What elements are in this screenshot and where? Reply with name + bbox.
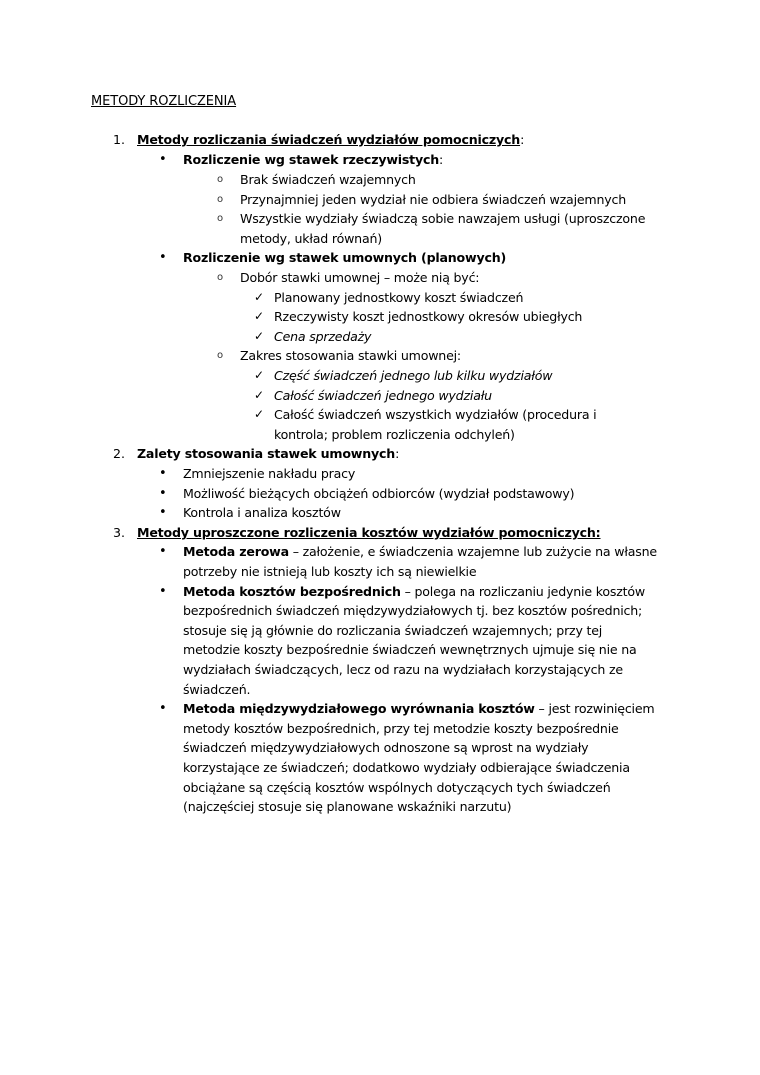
- list-item-text: – jest rozwinięciem: [534, 701, 655, 716]
- bullet-disc-icon: •: [159, 505, 167, 520]
- section-heading: Metody uproszczone rozliczenia kosztów wydziałów pomocniczych:: [137, 525, 601, 540]
- section-heading-suffix: :: [395, 446, 400, 461]
- section-heading-text: Zalety stosowania stawek umownych: [137, 446, 396, 461]
- bullet-disc-icon: •: [159, 152, 167, 167]
- checkmark-icon: ✓: [254, 309, 265, 323]
- list-item-continuation: (najczęściej stosuje się planowane wskaźniki narzutu): [183, 799, 512, 814]
- bullet-disc-icon: •: [159, 250, 167, 265]
- list-subitem: Wszystkie wydziały świadczą sobie nawzajem usługi (uproszczone: [240, 211, 646, 226]
- bullet-disc-icon: •: [159, 486, 167, 501]
- list-item-label: Rozliczenie wg stawek umownych (planowych): [183, 250, 507, 265]
- list-item-continuation: korzystające ze świadczeń; dodatkowo wydziały odbierające świadczenia: [183, 760, 630, 775]
- list-item: [183, 699, 654, 719]
- list-item-text: – założenie, e świadczenia wzajemne lub zużycie na własne: [288, 544, 657, 559]
- list-subitem: Dobór stawki umownej – może nią być:: [240, 270, 480, 285]
- list-item: [183, 150, 443, 170]
- list-item-continuation: metody kosztów bezpośrednich, przy tej metodzie koszty bezpośrednie: [183, 721, 619, 736]
- section-heading: [137, 130, 524, 150]
- list-item-term: Metoda międzywydziałowego wyrównania kosztów: [183, 701, 535, 716]
- list-item-term: Metoda zerowa: [183, 544, 289, 559]
- bullet-circle-icon: o: [217, 213, 224, 224]
- check-item-continuation: kontrola; problem rozliczenia odchyleń): [274, 427, 515, 442]
- section-heading-text: Metody rozliczania świadczeń wydziałów pomocniczych: [137, 132, 521, 147]
- list-subitem: Zakres stosowania stawki umownej:: [240, 348, 461, 363]
- list-item-suffix: :: [439, 152, 444, 167]
- list-item-continuation: świadczeń międzywydziałowych odnoszone są wprost na wydziały: [183, 740, 589, 755]
- bullet-circle-icon: o: [217, 194, 224, 205]
- list-item-continuation: świadczeń.: [183, 682, 251, 697]
- list-item: Kontrola i analiza kosztów: [183, 505, 341, 520]
- section-number: 2.: [113, 446, 126, 461]
- list-subitem: Przynajmniej jeden wydział nie odbiera świadczeń wzajemnych: [240, 192, 627, 207]
- checkmark-icon: ✓: [254, 388, 265, 402]
- bullet-disc-icon: •: [159, 701, 167, 716]
- check-item: Część świadczeń jednego lub kilku wydziałów: [274, 368, 553, 383]
- list-item: Możliwość bieżących obciążeń odbiorców (wydział podstawowy): [183, 486, 575, 501]
- section-heading-suffix: :: [520, 132, 525, 147]
- list-item-continuation: bezpośrednich świadczeń międzywydziałowych tj. bez kosztów pośrednich;: [183, 603, 643, 618]
- checkmark-icon: ✓: [254, 407, 265, 421]
- bullet-disc-icon: •: [159, 466, 167, 481]
- list-item-continuation: stosuje się ją głównie do rozliczania świadczeń wzajemnych; przy tej: [183, 623, 603, 638]
- list-item-term: Metoda kosztów bezpośrednich: [183, 584, 401, 599]
- bullet-circle-icon: o: [217, 174, 224, 185]
- list-item-label: Rozliczenie wg stawek rzeczywistych: [183, 152, 440, 167]
- checkmark-icon: ✓: [254, 290, 265, 304]
- check-item: Rzeczywisty koszt jednostkowy okresów ubiegłych: [274, 309, 583, 324]
- list-subitem: Brak świadczeń wzajemnych: [240, 172, 416, 187]
- document-title: METODY ROZLICZENIA: [91, 94, 237, 109]
- bullet-disc-icon: •: [159, 544, 167, 559]
- list-item: [183, 542, 657, 562]
- checkmark-icon: ✓: [254, 329, 265, 343]
- list-item: Zmniejszenie nakładu pracy: [183, 466, 356, 481]
- section-heading: [137, 444, 399, 464]
- check-item: Całość świadczeń jednego wydziału: [274, 388, 492, 403]
- check-item: Całość świadczeń wszystkich wydziałów (procedura i: [274, 407, 597, 422]
- list-item-text: – polega na rozliczaniu jedynie kosztów: [400, 584, 645, 599]
- list-item-continuation: potrzeby nie istnieją lub koszty ich są niewielkie: [183, 564, 477, 579]
- bullet-circle-icon: o: [217, 350, 224, 361]
- list-item-continuation: wydziałach świadczących, lecz od razu na wydziałach korzystających ze: [183, 662, 623, 677]
- bullet-disc-icon: •: [159, 584, 167, 599]
- section-number: 1.: [113, 132, 126, 147]
- section-number: 3.: [113, 525, 126, 540]
- list-subitem-continuation: metody, układ równań): [240, 231, 382, 246]
- list-item-continuation: obciążane są częścią kosztów wspólnych dotyczących tych świadczeń: [183, 780, 611, 795]
- bullet-circle-icon: o: [217, 272, 224, 283]
- list-item: [183, 582, 645, 602]
- list-item-continuation: metodzie koszty bezpośrednie świadczeń wewnętrznych ujmuje się nie na: [183, 642, 637, 657]
- check-item: Cena sprzedaży: [274, 329, 372, 344]
- check-item: Planowany jednostkowy koszt świadczeń: [274, 290, 524, 305]
- checkmark-icon: ✓: [254, 368, 265, 382]
